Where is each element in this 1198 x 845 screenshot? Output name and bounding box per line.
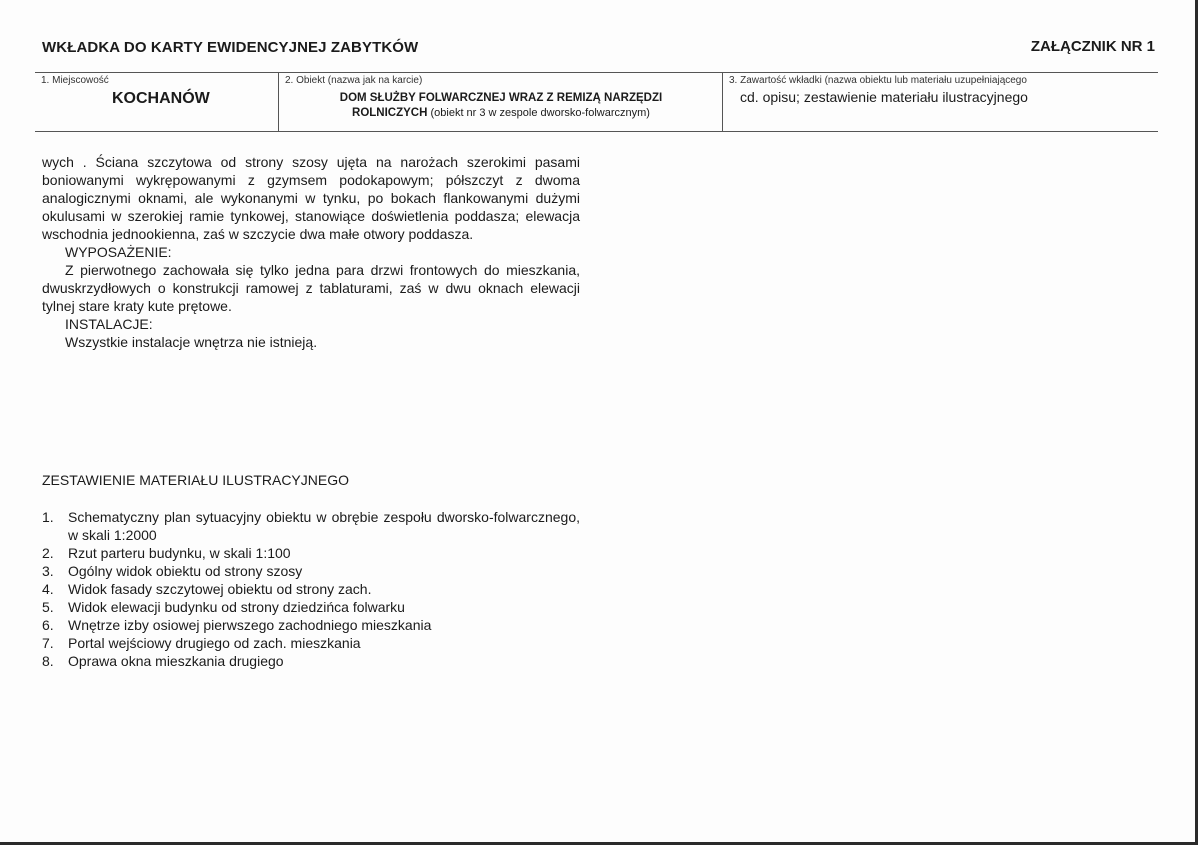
list-item <box>42 598 580 616</box>
list-item-number: 3. <box>42 563 54 579</box>
locality-cell <box>35 73 278 131</box>
list-item-text: Oprawa okna mieszkania drugiego <box>68 653 284 669</box>
equipment-text: Z pierwotnego zachowała się tylko jedna para drzwi frontowych do mieszkania, dwuskrzydłowych o konstrukcji ramowej z tablaturami, zaś w dwu oknach elewacji tylnej stare kraty kute prętowe. <box>42 262 580 314</box>
list-item-number: 6. <box>42 617 54 633</box>
list-item <box>42 580 580 598</box>
list-item-number: 8. <box>42 653 54 669</box>
installations-text: Wszystkie instalacje wnętrza nie istnieją. <box>65 334 318 350</box>
description-text <box>42 153 580 351</box>
list-item-text: Portal wejściowy drugiego od zach. mieszkania <box>68 635 361 651</box>
contents-label: 3. Zawartość wkładki (nazwa obiektu lub materiału uzupełniającego <box>729 75 1027 86</box>
materials-title: ZESTAWIENIE MATERIAŁU ILUSTRACYJNEGO <box>42 472 350 488</box>
list-item-number: 1. <box>42 509 54 525</box>
object-value-line2-rest: (obiekt nr 3 w zespole dworsko-folwarcznym) <box>427 107 650 119</box>
list-item <box>42 562 580 580</box>
locality-label: 1. Miejscowość <box>41 75 109 86</box>
object-value-line2-bold: ROLNICZYCH <box>352 107 428 119</box>
list-item-text: Ogólny widok obiektu od strony szosy <box>68 563 303 579</box>
contents-value: cd. opisu; zestawienie materiału ilustracyjnego <box>740 89 1028 105</box>
list-item <box>42 652 580 670</box>
list-item-number: 5. <box>42 599 54 615</box>
object-value-line1: DOM SŁUŻBY FOLWARCZNEJ WRAZ Z REMIZĄ NARZĘDZI <box>339 92 663 104</box>
list-item-text: Rzut parteru budynku, w skali 1:100 <box>68 545 291 561</box>
list-item-text: Schematyczny plan sytuacyjny obiektu w obrębie zespołu dworsko-folwarcznego, w skali 1:2000 <box>68 509 580 543</box>
list-item <box>42 616 580 634</box>
list-item-number: 7. <box>42 635 54 651</box>
list-item-text: Wnętrze izby osiowej pierwszego zachodniego mieszkania <box>68 617 432 633</box>
object-label: 2. Obiekt (nazwa jak na karcie) <box>285 75 423 86</box>
list-item <box>42 544 580 562</box>
info-table <box>35 72 1158 132</box>
object-value <box>279 91 723 121</box>
description-paragraph: wych . Ściana szczytowa od strony szosy ujęta na narożach szerokimi pasami boniowanymi wykrępowanymi z gzymsem podokapowym; półszczyt z dwoma analogicznymi oknami, ale wykonanymi w tynku, po bokach flankowanymi dużymi okulusami w szerokiej ramie tynkowej, stanowiące doświetlenia poddasza; elewacja wschodnia jednookienna, zaś w szczycie dwa małe otwory poddasza. <box>42 154 580 242</box>
contents-cell <box>722 73 1158 131</box>
document-title: WKŁADKA DO KARTY EWIDENCYJNEJ ZABYTKÓW <box>42 39 419 56</box>
equipment-heading: WYPOSAŻENIE: <box>65 244 172 260</box>
installations-heading: INSTALACJE: <box>65 316 153 332</box>
annex-number: ZAŁĄCZNIK NR 1 <box>1030 38 1155 55</box>
object-cell <box>278 73 722 131</box>
list-item <box>42 508 580 544</box>
list-item-number: 2. <box>42 545 54 561</box>
list-item-number: 4. <box>42 581 54 597</box>
locality-value: KOCHANÓW <box>112 90 210 107</box>
list-item <box>42 634 580 652</box>
materials-list <box>42 508 580 670</box>
list-item-text: Widok fasady szczytowej obiektu od strony zach. <box>68 581 372 597</box>
list-item-text: Widok elewacji budynku od strony dziedzińca folwarku <box>68 599 405 615</box>
